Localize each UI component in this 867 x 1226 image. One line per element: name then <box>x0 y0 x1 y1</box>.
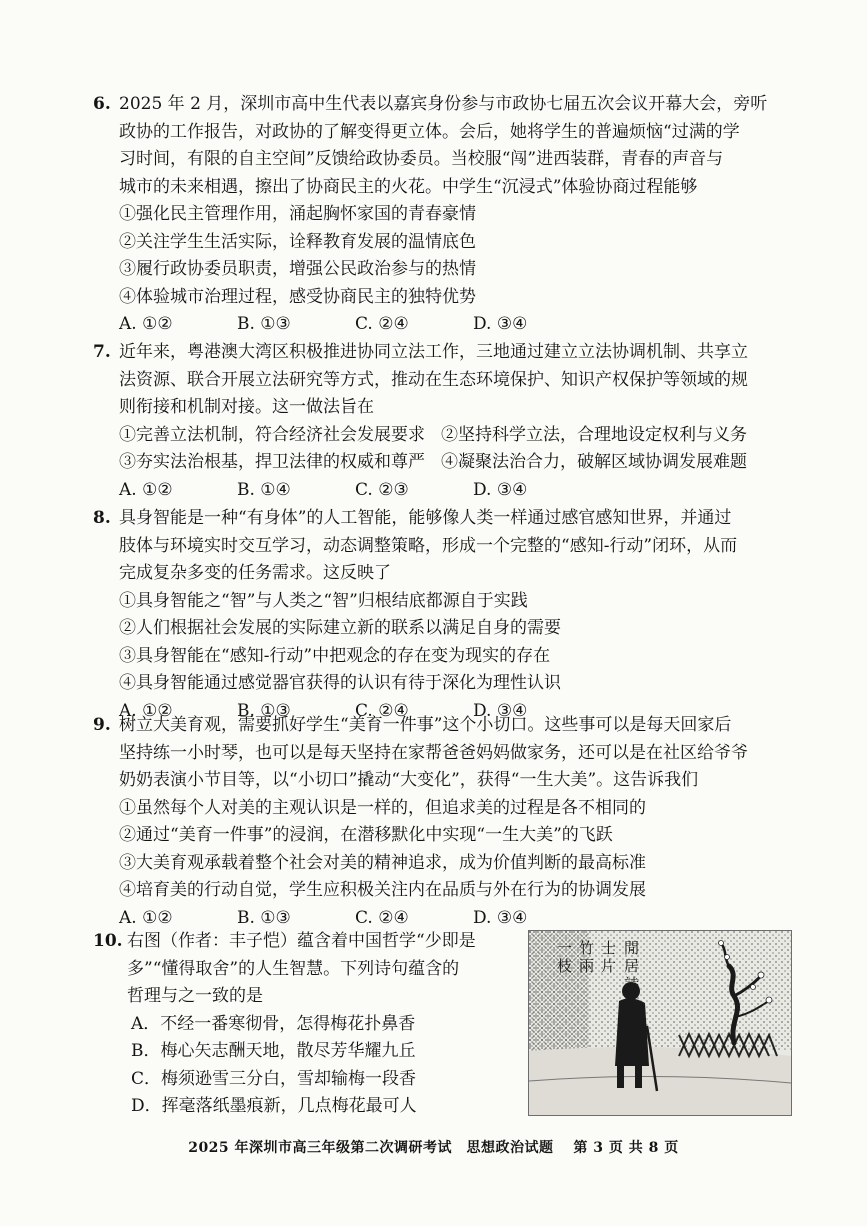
question-6-line-4: 城市的未来相遇，擦出了协商民主的火花。中学生“沉浸式”体验协商过程能够 <box>119 176 698 197</box>
statement-2: ②坚持科学立法，合理地设定权利与义务 <box>441 424 747 445</box>
svg-text:閒: 閒 <box>624 939 640 957</box>
statement-row-1 <box>93 422 793 450</box>
svg-text:枝: 枝 <box>557 957 573 975</box>
choice-c: C. ②③ <box>355 479 409 500</box>
choice-d: D. ③④ <box>473 700 528 721</box>
question-6 <box>93 91 793 339</box>
choice-d: D. ③④ <box>473 907 528 928</box>
choice-d: D. ③④ <box>473 479 528 500</box>
statement-4: ④凝聚法治合力，破解区域协调发展难题 <box>441 452 747 472</box>
choice-b: B. ①③ <box>237 907 291 928</box>
svg-text:片: 片 <box>601 957 617 975</box>
option-d: D．挥毫落纸墨痕新，几点梅花最可人 <box>131 1096 417 1116</box>
question-10 <box>93 928 513 1121</box>
option-a: A．不经一番寒彻骨，怎得梅花扑鼻香 <box>131 1013 416 1034</box>
statement-4: ④培育美的行动自觉，学生应积极关注内在品质与外在行为的协调发展 <box>119 880 646 900</box>
statement-row-2 <box>93 449 793 477</box>
statement-4: ④具身智能通过感觉器官获得的认识有待于深化为理性认识 <box>119 673 561 693</box>
question-6-line-3: 习时间，有限的自主空间”反馈给政协委员。当校服“闯”进西装群，青春的声音与 <box>119 149 724 169</box>
question-10-line-3: 哲理与之一致的是 <box>127 986 263 1006</box>
question-10-line-1: 10. 右图（作者：丰子恺）蕴含着中国哲学“少即是 <box>93 928 513 956</box>
choice-b: B. ①③ <box>237 700 291 721</box>
choice-a: A. ①② <box>119 907 173 928</box>
question-6-line-1: 6. 2025 年 2 月，深圳市高中生代表以嘉宾身份参与市政协七届五次会议开幕大会，旁听 <box>93 91 793 119</box>
choice-a: A. ①② <box>119 314 173 334</box>
question-8-line-3: 完成复杂多变的任务需求。这反映了 <box>119 563 391 583</box>
question-9-line-1: 9. 树立大美育观，需要抓好学生“美育一件事”这个小切口。这些事可以是每天回家后 <box>93 712 793 740</box>
svg-text:士: 士 <box>601 939 617 957</box>
statement-1: ①虽然每个人对美的主观认识是一样的，但追求美的过程是各不相同的 <box>119 797 646 818</box>
svg-text:居: 居 <box>624 957 640 975</box>
statement-3: ③大美育观承载着整个社会对美的精神追求，成为价值判断的最高标准 <box>119 852 646 873</box>
question-6-line-2: 政协的工作报告，对政协的了解变得更立体。会后，她将学生的普遍烦恼“过满的学 <box>119 121 740 142</box>
question-number: 10. <box>93 931 123 951</box>
question-8 <box>93 505 793 725</box>
choice-d: D. ③④ <box>473 314 528 334</box>
statement-4: ④体验城市治理过程，感受协商民主的独特优势 <box>119 286 476 307</box>
question-10-line-2: 多”“懂得取舍”的人生智慧。下列诗句蕴含的 <box>127 958 460 979</box>
svg-text:詩: 詩 <box>624 975 640 993</box>
question-8-line-2: 肢体与环境实时交互学习，动态调整策略，形成一个完整的“感知-行动”闭环，从而 <box>119 535 738 556</box>
question-7-line-3: 则衔接和机制对接。这一做法旨在 <box>119 397 374 417</box>
question-7-line-1: 7. 近年来，粤港澳大湾区积极推进协同立法工作，三地通过建立立法协调机制、共享立 <box>93 339 793 367</box>
choice-b: B. ①③ <box>237 314 291 334</box>
statement-1: ①强化民主管理作用，涌起胸怀家国的青春豪情 <box>119 204 476 224</box>
statement-3: ③履行政协委员职责，增强公民政治参与的热情 <box>119 259 476 279</box>
statement-1: ①完善立法机制，符合经济社会发展要求 <box>119 424 425 445</box>
choice-a: A. ①② <box>119 479 173 500</box>
statement-3: ③夯实法治根基，捍卫法律的权威和尊严 <box>119 452 425 472</box>
question-9-line-3: 奶奶表演小节目等，以“小切口”撬动“大变化”，获得“一生大美”。这告诉我们 <box>119 770 699 790</box>
fengzikai-painting-icon <box>528 930 792 1116</box>
statement-2: ②通过“美育一件事”的浸润，在潜移默化中实现“一生大美”的飞跃 <box>119 825 613 845</box>
page-footer: 2025 年深圳市高三年级第二次调研考试 思想政治试题 第 3 页 共 8 页 <box>188 1140 679 1156</box>
answer-choices <box>93 311 793 339</box>
question-number: 6. <box>93 94 111 114</box>
answer-choices <box>93 477 793 505</box>
question-8-line-1: 8. 具身智能是一种“有身体”的人工智能，能够像人类一样通过感官感知世界，并通过 <box>93 505 793 533</box>
svg-text:一: 一 <box>557 939 573 957</box>
svg-text:兩: 兩 <box>579 957 595 975</box>
option-c: C．梅须逊雪三分白，雪却输梅一段香 <box>131 1068 417 1089</box>
painting-svg <box>529 931 791 1115</box>
question-9-line-2: 坚持练一小时琴，也可以是每天坚持在家帮爸爸妈妈做家务，还可以是在社区给爷爷 <box>119 742 748 763</box>
question-number: 9. <box>93 715 111 735</box>
question-7 <box>93 339 793 504</box>
statement-2: ②关注学生生活实际，诠释教育发展的温情底色 <box>119 231 476 252</box>
choice-c: C. ②④ <box>355 700 409 721</box>
statement-3: ③具身智能在“感知-行动”中把观念的存在变为现实的存在 <box>119 645 551 666</box>
statement-2: ②人们根据社会发展的实际建立新的联系以满足自身的需要 <box>119 618 561 638</box>
question-7-line-2: 法资源、联合开展立法研究等方式，推动在生态环境保护、知识产权保护等领域的规 <box>119 369 748 390</box>
question-number: 7. <box>93 342 111 362</box>
svg-text:竹: 竹 <box>579 939 595 957</box>
choice-c: C. ②④ <box>355 314 409 334</box>
question-number: 8. <box>93 508 111 528</box>
choice-b: B. ①④ <box>237 479 291 500</box>
choice-c: C. ②④ <box>355 907 409 928</box>
statement-1: ①具身智能之“智”与人类之“智”归根结底都源自于实践 <box>119 590 528 611</box>
option-b: B．梅心矢志酬天地，散尽芳华耀九丘 <box>131 1041 416 1061</box>
choice-a: A. ①② <box>119 700 173 721</box>
question-9 <box>93 712 793 932</box>
